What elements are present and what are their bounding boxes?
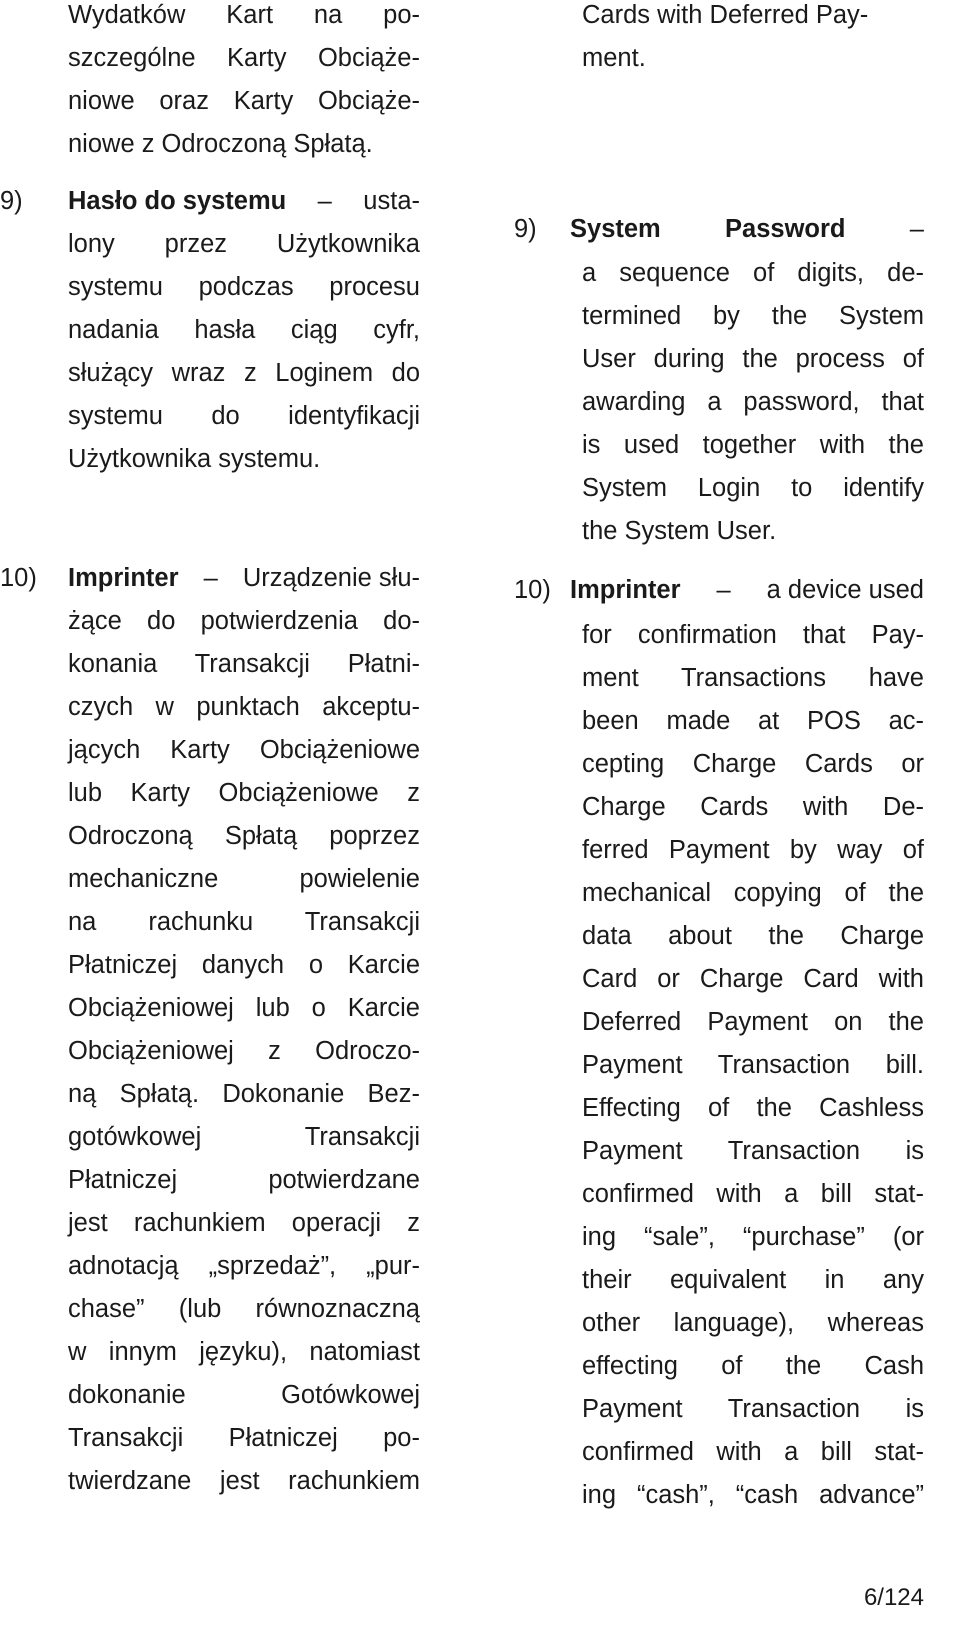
item-number: 9) bbox=[514, 215, 537, 243]
text-fragment: usta- bbox=[363, 187, 420, 215]
text-line: mechanical copying of the bbox=[582, 879, 924, 907]
definition-heading bbox=[68, 563, 420, 593]
text-line: ment Transactions have bbox=[582, 664, 924, 692]
defined-term: Hasło do systemu bbox=[68, 187, 287, 215]
text-line: gotówkowej Transakcji bbox=[68, 1123, 420, 1151]
text-line: ferred Payment by way of bbox=[582, 836, 924, 864]
text-line: System Login to identify bbox=[582, 474, 924, 502]
text-line: a sequence of digits, de- bbox=[582, 259, 924, 287]
text-line: Payment Transaction bill. bbox=[582, 1051, 924, 1079]
text-line: termined by the System bbox=[582, 302, 924, 330]
dash: – bbox=[909, 215, 924, 243]
text-line: their equivalent in any bbox=[582, 1266, 924, 1294]
text-line: jest rachunkiem operacji z bbox=[68, 1209, 420, 1237]
text-line: ing “cash”, “cash advance” bbox=[582, 1481, 924, 1509]
text-line: Transakcji Płatniczej po- bbox=[68, 1424, 420, 1452]
text-line: służący wraz z Loginem do bbox=[68, 359, 420, 387]
text-line: lony przez Użytkownika bbox=[68, 230, 420, 258]
text-line: Obciążeniowej lub o Karcie bbox=[68, 994, 420, 1022]
text-line: Odroczoną Spłatą poprzez bbox=[68, 822, 420, 850]
text-line: ną Spłatą. Dokonanie Bez- bbox=[68, 1080, 420, 1108]
text-line: żące do potwierdzenia do- bbox=[68, 607, 420, 635]
defined-term: Imprinter bbox=[570, 576, 681, 604]
text-line: ing “sale”, “purchase” (or bbox=[582, 1223, 924, 1251]
text-line: Użytkownika systemu. bbox=[68, 445, 321, 473]
text-line: data about the Charge bbox=[582, 922, 924, 950]
text-fragment: Urządzenie słu- bbox=[242, 564, 420, 592]
text-line: is used together with the bbox=[582, 431, 924, 459]
text-line: other language), whereas bbox=[582, 1309, 924, 1337]
text-line: Payment Transaction is bbox=[582, 1395, 924, 1423]
text-line: niowe oraz Karty Obciąże- bbox=[68, 87, 420, 115]
text-line: systemu podczas procesu bbox=[68, 273, 420, 301]
page-number: 6/124 bbox=[863, 1584, 924, 1611]
text-line: niowe z Odroczoną Spłatą. bbox=[68, 130, 373, 158]
text-line: szczególne Karty Obciąże- bbox=[68, 44, 420, 72]
defined-term: Password bbox=[725, 215, 846, 243]
text-line: awarding a password, that bbox=[582, 388, 924, 416]
text-line: w innym języku), natomiast bbox=[68, 1338, 420, 1366]
text-line: Płatniczej danych o Karcie bbox=[68, 951, 420, 979]
text-line: Cards with Deferred Pay- bbox=[582, 1, 869, 29]
text-line: confirmed with a bill stat- bbox=[582, 1180, 924, 1208]
text-fragment: a device used bbox=[766, 576, 924, 604]
text-line: na rachunku Transakcji bbox=[68, 908, 420, 936]
text-line: konania Transakcji Płatni- bbox=[68, 650, 420, 678]
text-line: systemu do identyfikacji bbox=[68, 402, 420, 430]
dash: – bbox=[203, 564, 218, 592]
defined-term: Imprinter bbox=[68, 564, 179, 592]
item-number: 9) bbox=[0, 187, 23, 215]
text-line: nadania hasła ciąg cyfr, bbox=[68, 316, 420, 344]
text-line: Płatniczej potwierdzane bbox=[68, 1166, 420, 1194]
text-line: dokonanie Gotówkowej bbox=[68, 1381, 420, 1409]
text-line: Payment Transaction is bbox=[582, 1137, 924, 1165]
item-number: 10) bbox=[514, 576, 551, 604]
text-line: cepting Charge Cards or bbox=[582, 750, 924, 778]
text-line: effecting of the Cash bbox=[582, 1352, 924, 1380]
text-line: for confirmation that Pay- bbox=[582, 621, 924, 649]
definition-heading bbox=[570, 214, 924, 244]
text-line: mechaniczne powielenie bbox=[68, 865, 420, 893]
text-line: Effecting of the Cashless bbox=[582, 1094, 924, 1122]
text-line: Deferred Payment on the bbox=[582, 1008, 924, 1036]
text-line: Card or Charge Card with bbox=[582, 965, 924, 993]
text-line: Obciążeniowej z Odroczo- bbox=[68, 1037, 420, 1065]
text-line: Wydatków Kart na po- bbox=[68, 1, 420, 29]
text-line: jących Karty Obciążeniowe bbox=[68, 736, 420, 764]
item-number: 10) bbox=[0, 564, 37, 592]
text-line: User during the process of bbox=[582, 345, 924, 373]
text-line: lub Karty Obciążeniowe z bbox=[68, 779, 420, 807]
text-line: ment. bbox=[582, 44, 646, 72]
dash: – bbox=[317, 187, 332, 215]
text-line: confirmed with a bill stat- bbox=[582, 1438, 924, 1466]
text-line: twierdzane jest rachunkiem bbox=[68, 1467, 420, 1495]
text-line: chase” (lub równoznaczną bbox=[68, 1295, 420, 1323]
text-line: Charge Cards with De- bbox=[582, 793, 924, 821]
defined-term: System bbox=[570, 215, 661, 243]
dash: – bbox=[716, 576, 731, 604]
text-line: been made at POS ac- bbox=[582, 707, 924, 735]
definition-heading bbox=[570, 575, 924, 605]
text-line: adnotacją „sprzedaż”, „pur- bbox=[68, 1252, 420, 1280]
text-line: the System User. bbox=[582, 517, 777, 545]
definition-heading bbox=[68, 186, 420, 216]
text-line: czych w punktach akceptu- bbox=[68, 693, 420, 721]
